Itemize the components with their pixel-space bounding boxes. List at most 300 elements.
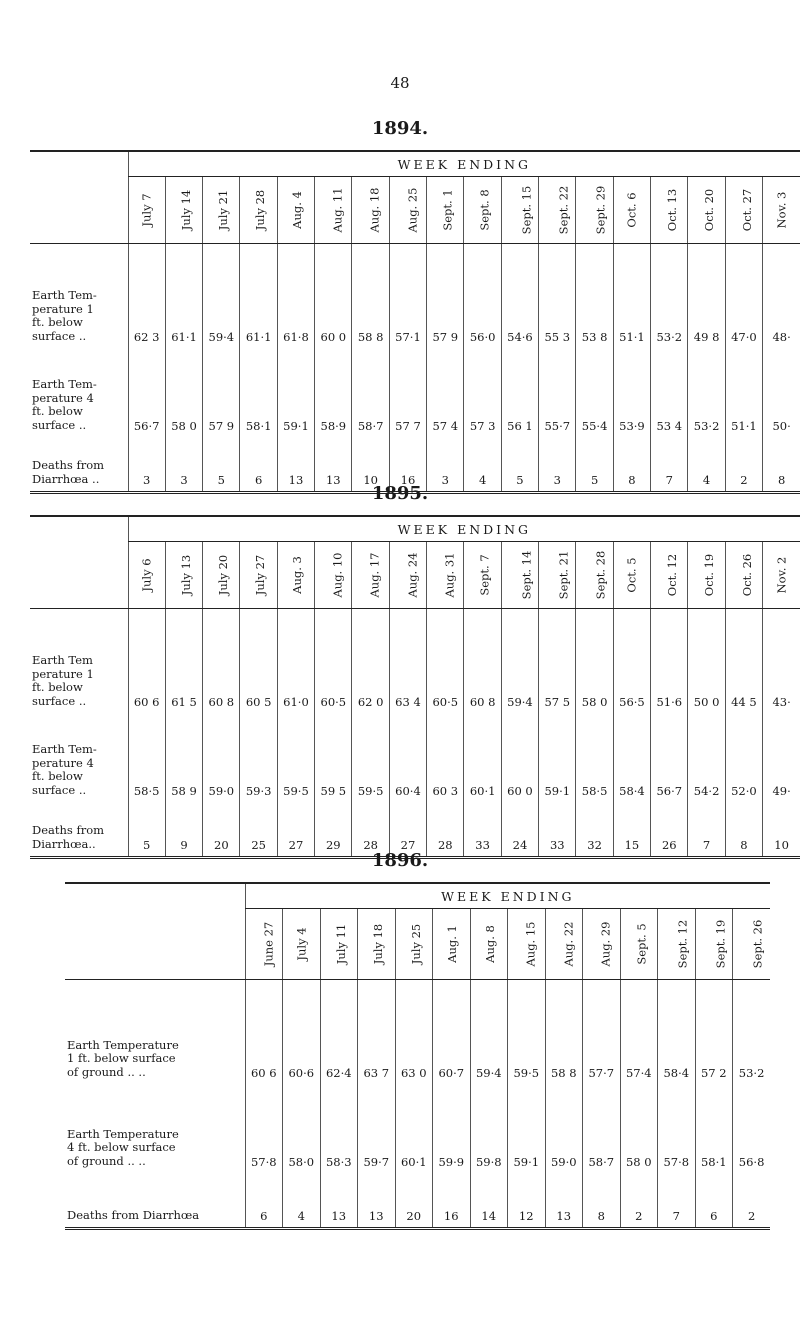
week-date-label: Aug. 18 [367,187,382,233]
table-cell: 5 [203,437,240,493]
row-label [30,609,128,714]
week-column-header [128,177,165,244]
week-column-header [613,177,650,244]
row-label [30,713,128,802]
page-number: 48 [390,74,410,92]
table-cell: 51·1 [613,244,650,349]
week-date-label: Sept. 26 [750,919,765,969]
year-1896-title: 1896. [371,850,429,871]
week-column-header [203,177,240,244]
week-column-header [620,909,658,980]
table-cell: 9 [165,802,202,858]
table-cell: 57 9 [203,348,240,437]
table-cell: 28 [352,802,389,858]
table-cell: 58 9 [165,713,202,802]
table-row [30,713,800,802]
week-column-header [358,909,396,980]
table-cell: 3 [539,437,576,493]
row-label-line: of ground .. .. [67,1154,146,1169]
table-cell: 16 [433,1173,471,1229]
week-date-label: Sept. 8 [478,189,493,231]
week-date-label: Sept. 7 [478,554,493,596]
table-cell: 61 5 [165,609,202,714]
week-ending-header: WEEK ENDING [128,516,800,542]
row-label-line: Earth Temperature [67,1037,179,1052]
week-date-label: Aug. 11 [330,187,345,233]
week-date-label: Sept. 12 [675,919,690,969]
table-cell: 60 3 [427,713,464,802]
table-cell: 60 0 [501,713,538,802]
week-column-header [240,542,277,609]
table-cell: 61·1 [165,244,202,349]
table-cell: 52·0 [725,713,762,802]
week-date-label: Aug. 31 [442,552,457,598]
table-cell: 61·0 [277,609,314,714]
table-cell: 6 [245,1173,283,1229]
table-cell: 58 8 [545,980,583,1085]
table-cell: 57·1 [389,244,426,349]
week-column-header [389,542,426,609]
table-cell: 5 [128,802,165,858]
week-date-label: Aug. 3 [289,556,304,594]
table-cell: 26 [651,802,688,858]
row-label-line: ft. below [32,769,83,784]
row-label-line: perature 4 [32,755,94,770]
week-column-header [320,909,358,980]
table-cell: 5 [501,437,538,493]
week-column-header [128,542,165,609]
table-cell: 59·0 [203,713,240,802]
week-date-label: Aug. 24 [405,552,420,598]
week-date-label: Oct. 20 [702,188,717,232]
table-cell: 47·0 [725,244,762,349]
table-cell: 58·4 [613,713,650,802]
week-date-label: July 28 [253,189,268,231]
table-cell: 57·7 [583,980,621,1085]
week-column-header [658,909,696,980]
week-column-header [389,177,426,244]
table-cell: 7 [658,1173,696,1229]
table-cell: 62·4 [320,980,358,1085]
week-column-header [395,909,433,980]
week-column-header [688,177,725,244]
week-date-label: Sept. 29 [593,185,608,235]
row-label [65,1173,245,1229]
table-cell: 48· [763,244,800,349]
table-cell: 59·4 [501,609,538,714]
table-cell: 3 [427,437,464,493]
table-cell: 58·5 [128,713,165,802]
week-date-label: Sept. 1 [440,189,455,231]
week-date-label: July 25 [408,923,423,965]
table-cell: 59 5 [315,713,352,802]
week-date-label: Oct. 12 [665,553,680,597]
table-cell: 7 [688,802,725,858]
row-label-line: 1 ft. below surface [67,1051,176,1066]
table-cell: 61·1 [240,244,277,349]
week-column-header [283,909,321,980]
week-column-header [315,177,352,244]
week-date-label: Nov. 2 [774,556,789,594]
table-cell: 13 [315,437,352,493]
row-label [30,348,128,437]
week-column-header [501,542,538,609]
table-cell: 61·8 [277,244,314,349]
table-cell: 59·1 [277,348,314,437]
row-label-line: surface .. [32,329,87,344]
table-cell: 57·8 [245,1084,283,1173]
table-cell: 60·5 [315,609,352,714]
table-cell: 3 [165,437,202,493]
table-cell: 60 8 [203,609,240,714]
table-cell: 58·1 [695,1084,733,1173]
table-cell: 13 [320,1173,358,1229]
table-cell: 10 [763,802,800,858]
week-column-header [539,177,576,244]
row-label-line: Earth Temperature [67,1126,179,1141]
table-cell: 27 [277,802,314,858]
table-cell: 5 [576,437,613,493]
table-row [65,1173,770,1229]
table-row [30,609,800,714]
table-cell: 53·2 [688,348,725,437]
row-label [65,1084,245,1173]
row-label-line: perature 4 [32,390,94,405]
week-ending-header: WEEK ENDING [128,151,800,177]
table-cell: 59·5 [277,713,314,802]
week-date-label: July 14 [179,189,194,231]
table-cell: 59·1 [508,1084,546,1173]
week-date-label: Aug. 22 [561,921,576,967]
week-column-header [427,177,464,244]
table-cell: 59·5 [508,980,546,1085]
week-column-header [203,542,240,609]
row-label-line: Deaths from [32,823,105,838]
table-cell: 54·6 [501,244,538,349]
week-column-header [427,542,464,609]
table-cell: 53·9 [613,348,650,437]
week-column-header [763,542,800,609]
row-label-line: Diarrhœa .. [32,472,100,487]
week-column-header [165,177,202,244]
table-cell: 32 [576,802,613,858]
table-cell: 20 [395,1173,433,1229]
week-date-label: Aug. 8 [482,925,497,963]
week-date-label: Aug. 17 [367,552,382,598]
week-column-header [464,542,501,609]
table-cell: 58·7 [352,348,389,437]
table-cell: 24 [501,802,538,858]
table-cell: 57 2 [695,980,733,1085]
table-cell: 50 0 [688,609,725,714]
week-column-header [576,542,613,609]
table-cell: 4 [688,437,725,493]
row-label-line: perature 1 [32,301,94,316]
week-date-label: Aug. 1 [444,925,459,963]
table-cell: 51·6 [651,609,688,714]
table-cell: 56·5 [613,609,650,714]
table-cell: 60 0 [315,244,352,349]
week-column-header [583,909,621,980]
week-column-header [470,909,508,980]
table-cell: 4 [283,1173,321,1229]
table-cell: 56·7 [651,713,688,802]
table-cell: 58 8 [352,244,389,349]
week-date-label: July 27 [253,554,268,596]
week-ending-header: WEEK ENDING [245,883,770,909]
table-cell: 8 [725,802,762,858]
row-label-line: Earth Tem [32,652,93,667]
week-column-header [733,909,771,980]
week-column-header [352,542,389,609]
week-date-label: Oct. 19 [702,553,717,597]
table-cell: 60 6 [128,609,165,714]
table-cell: 60·5 [427,609,464,714]
week-date-label: July 7 [139,193,154,227]
table-cell: 55 3 [539,244,576,349]
row-label-line: surface .. [32,418,87,433]
table-cell: 4 [464,437,501,493]
table-cell: 58·5 [576,713,613,802]
stub-header-blank [30,151,128,244]
table-cell: 57 9 [427,244,464,349]
week-column-header [576,177,613,244]
table-cell: 58·3 [320,1084,358,1173]
table-cell: 59·1 [539,713,576,802]
week-column-header [725,177,762,244]
row-label-line: of ground .. .. [67,1065,146,1080]
table-cell: 57 3 [464,348,501,437]
table-row [65,980,770,1085]
week-date-label: July 21 [216,189,231,231]
table-cell: 15 [613,802,650,858]
table-cell: 3 [128,437,165,493]
table-cell: 59·4 [203,244,240,349]
week-column-header [165,542,202,609]
table-cell: 12 [508,1173,546,1229]
week-date-label: Sept. 19 [712,919,727,969]
table-cell: 60 5 [240,609,277,714]
table-cell: 57·4 [620,980,658,1085]
week-column-header [695,909,733,980]
week-date-label: Oct. 5 [624,557,639,593]
week-date-label: Aug. 25 [405,187,420,233]
week-date-label: Aug. 15 [523,921,538,967]
table-cell: 33 [539,802,576,858]
week-date-label: July 13 [179,554,194,596]
table-cell: 60·6 [283,980,321,1085]
week-column-header [433,909,471,980]
row-label-line: ft. below [32,680,83,695]
week-date-label: Sept. 15 [519,185,534,235]
table-cell: 2 [733,1173,771,1229]
table-cell: 59·0 [545,1084,583,1173]
table-cell: 2 [620,1173,658,1229]
week-column-header [613,542,650,609]
row-label-line: Earth Tem- [32,376,97,391]
row-label-line: perature 1 [32,666,94,681]
row-label-line: surface .. [32,783,87,798]
week-column-header [245,909,283,980]
week-date-label: Sept. 14 [519,550,534,600]
table-row [30,348,800,437]
row-label-line: Deaths from Diarrhœa [67,1208,200,1223]
week-date-label: Oct. 13 [665,188,680,232]
week-column-header [240,177,277,244]
week-date-label: July 20 [216,554,231,596]
week-date-label: Oct. 6 [624,192,639,228]
year-1895-title: 1895. [371,483,429,504]
table-cell: 13 [545,1173,583,1229]
table-cell: 57 7 [389,348,426,437]
row-label-line: ft. below [32,404,83,419]
week-column-header [545,909,583,980]
table-cell: 63 4 [389,609,426,714]
table-cell: 63 0 [395,980,433,1085]
table-cell: 59·7 [358,1084,396,1173]
table-cell: 62 3 [128,244,165,349]
table-cell: 59·3 [240,713,277,802]
week-date-label: July 4 [294,927,309,961]
table-cell: 59·5 [352,713,389,802]
week-date-label: July 18 [371,923,386,965]
table-1895 [30,515,800,859]
table-cell: 58·1 [240,348,277,437]
week-column-header [352,177,389,244]
table-cell: 59·9 [433,1084,471,1173]
table-row [65,1084,770,1173]
week-date-label: Aug. 4 [289,191,304,229]
table-cell: 29 [315,802,352,858]
week-column-header [688,542,725,609]
week-date-label: July 6 [139,558,154,592]
table-cell: 56·8 [733,1084,771,1173]
week-date-label: Aug. 29 [598,921,613,967]
week-date-label: Sept. 5 [634,923,649,965]
week-column-header [508,909,546,980]
table-cell: 8 [613,437,650,493]
table-cell: 43· [763,609,800,714]
table-cell: 58·0 [283,1084,321,1173]
week-column-header [763,177,800,244]
row-label [65,980,245,1085]
week-date-label: July 11 [333,923,348,965]
table-cell: 59·4 [470,980,508,1085]
row-label-line: Deaths from [32,458,105,473]
table-cell: 33 [464,802,501,858]
table-cell: 58 0 [620,1084,658,1173]
table-cell: 51·1 [725,348,762,437]
table-cell: 53 8 [576,244,613,349]
row-label-line: surface .. [32,694,87,709]
row-label-line: ft. below [32,315,83,330]
week-column-header [277,542,314,609]
table-cell: 6 [240,437,277,493]
week-column-header [651,177,688,244]
table-cell: 60·7 [433,980,471,1085]
table-cell: 50· [763,348,800,437]
table-cell: 57 4 [427,348,464,437]
table-cell: 63 7 [358,980,396,1085]
table-cell: 27 [389,802,426,858]
table-cell: 2 [725,437,762,493]
table-cell: 62 0 [352,609,389,714]
table-cell: 60·1 [464,713,501,802]
table-row [30,244,800,349]
week-column-header [315,542,352,609]
table-cell: 53·2 [733,980,771,1085]
week-column-header [725,542,762,609]
table-cell: 58·4 [658,980,696,1085]
table-cell: 53·2 [651,244,688,349]
table-cell: 13 [358,1173,396,1229]
week-date-label: Aug. 10 [330,552,345,598]
table-cell: 7 [651,437,688,493]
table-cell: 55·4 [576,348,613,437]
table-cell: 49 8 [688,244,725,349]
table-cell: 53 4 [651,348,688,437]
table-cell: 59·8 [470,1084,508,1173]
table-cell: 16 [389,437,426,493]
table-1894 [30,150,800,494]
table-cell: 49· [763,713,800,802]
week-date-label: June 27 [260,921,275,967]
table-cell: 28 [427,802,464,858]
week-column-header [501,177,538,244]
week-column-header [651,542,688,609]
week-column-header [539,542,576,609]
table-cell: 58·7 [583,1084,621,1173]
table-cell: 54·2 [688,713,725,802]
table-cell: 56 1 [501,348,538,437]
week-date-label: Sept. 21 [556,550,571,600]
table-cell: 57·8 [658,1084,696,1173]
table-cell: 44 5 [725,609,762,714]
row-label-line: Diarrhœa.. [32,837,96,852]
row-label-line: Earth Tem- [32,741,97,756]
table-cell: 13 [277,437,314,493]
table-cell: 60 8 [464,609,501,714]
week-date-label: Oct. 26 [739,553,754,597]
table-cell: 10 [352,437,389,493]
table-cell: 60·1 [395,1084,433,1173]
row-label [30,244,128,349]
table-cell: 56·0 [464,244,501,349]
row-label-line: Earth Tem- [32,287,97,302]
row-label-line: 4 ft. below surface [67,1140,176,1155]
table-cell: 8 [763,437,800,493]
table-cell: 14 [470,1173,508,1229]
stub-header-blank [65,883,245,980]
table-cell: 60·4 [389,713,426,802]
table-cell: 56·7 [128,348,165,437]
stub-header-blank [30,516,128,609]
table-cell: 6 [695,1173,733,1229]
table-cell: 55·7 [539,348,576,437]
week-date-label: Sept. 28 [593,550,608,600]
week-date-label: Oct. 27 [739,188,754,232]
table-cell: 58 0 [165,348,202,437]
table-cell: 60 6 [245,980,283,1085]
table-cell: 25 [240,802,277,858]
table-cell: 57 5 [539,609,576,714]
table-cell: 58 0 [576,609,613,714]
week-date-label: Nov. 3 [774,191,789,229]
week-column-header [277,177,314,244]
table-1896 [65,882,770,1230]
table-cell: 8 [583,1173,621,1229]
week-date-label: Sept. 22 [556,185,571,235]
